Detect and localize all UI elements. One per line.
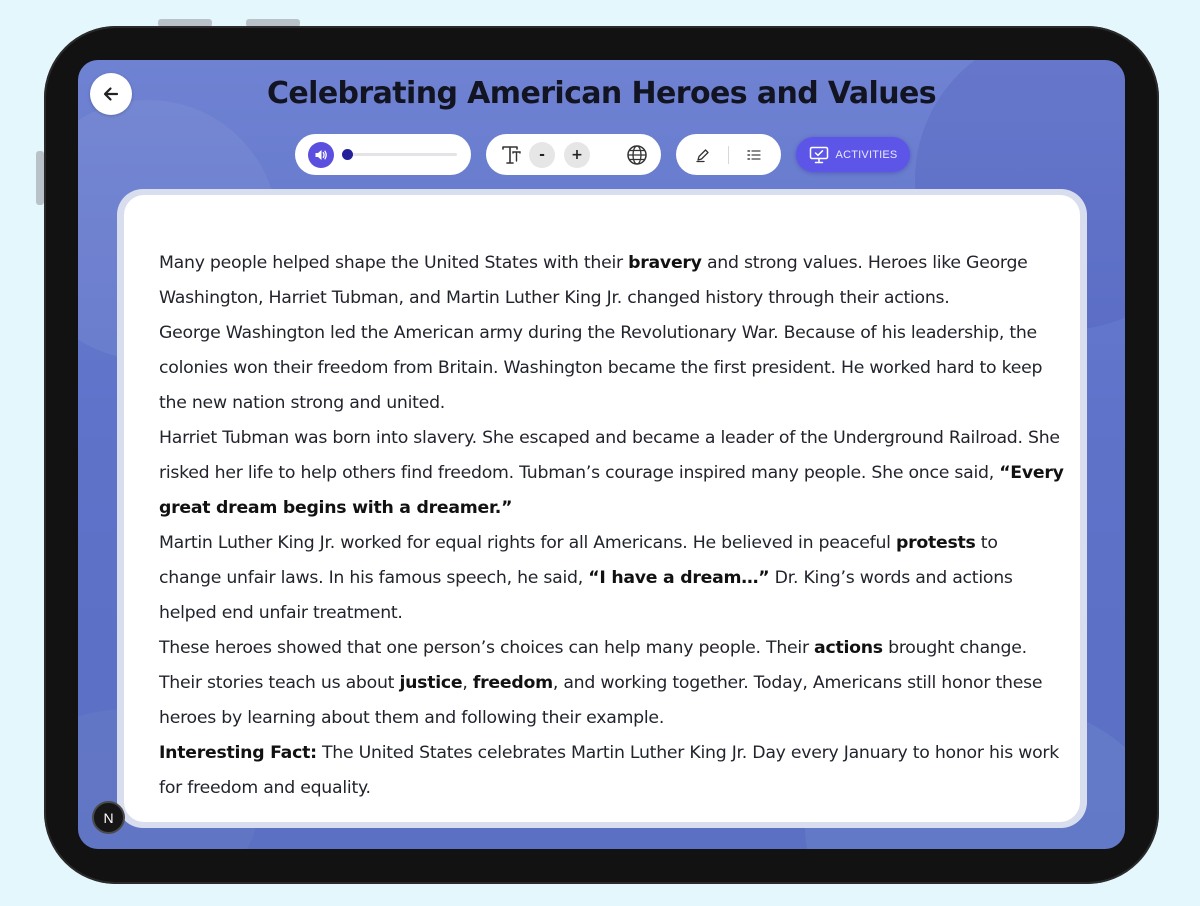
volume-icon bbox=[314, 148, 328, 162]
emphasized-text: bravery bbox=[628, 253, 702, 273]
emphasized-text: Interesting Fact: bbox=[159, 743, 317, 763]
paragraph: Many people helped shape the United States with their bravery and strong values. Heroes like George Washington, Harriet Tubman, and Martin Luther King Jr. changed history through their actions. bbox=[159, 253, 1028, 308]
activities-button[interactable] bbox=[796, 137, 910, 172]
app-screen bbox=[78, 60, 1125, 849]
emphasized-text: actions bbox=[814, 638, 883, 658]
text-controls bbox=[486, 134, 661, 175]
text-size-icon bbox=[500, 144, 522, 166]
emphasized-text: justice bbox=[399, 673, 463, 693]
play-audio-button[interactable] bbox=[308, 142, 334, 168]
paragraph: Martin Luther King Jr. worked for equal rights for all Americans. He believed in peaceful protests to change unfair laws. In his famous speech, he said, “I have a dream…” Dr. King’s words and actions helped end unfair treatment. bbox=[159, 533, 1013, 623]
paragraph: These heroes showed that one person’s choices can help many people. Their actions brought change. Their stories teach us about justice, freedom, and working together. Today, Americans still honor these heroes by learning about them and following their example. bbox=[159, 638, 1043, 728]
monitor-check-icon bbox=[809, 146, 829, 164]
increase-text-size-button[interactable]: + bbox=[564, 142, 590, 168]
page-title: Celebrating American Heroes and Values bbox=[266, 76, 937, 111]
audio-progress-handle[interactable] bbox=[342, 149, 353, 160]
toolbar-divider bbox=[728, 146, 729, 164]
emphasized-text: protests bbox=[895, 533, 976, 553]
reading-tools bbox=[676, 134, 781, 175]
reading-card-frame bbox=[117, 189, 1087, 828]
audio-player bbox=[295, 134, 471, 175]
pen-icon[interactable] bbox=[695, 147, 711, 163]
tablet-side-button bbox=[36, 151, 44, 205]
paragraph: Interesting Fact: The United States celebrates Martin Luther King Jr. Day every January to honor his work for freedom and equality. bbox=[159, 743, 1060, 798]
globe-icon[interactable] bbox=[626, 144, 648, 166]
audio-progress-track[interactable] bbox=[345, 153, 457, 156]
emphasized-text: freedom bbox=[472, 673, 553, 693]
app-badge[interactable]: N bbox=[92, 801, 125, 834]
reading-card bbox=[124, 195, 1080, 822]
decrease-text-size-button[interactable]: - bbox=[529, 142, 555, 168]
reading-passage bbox=[159, 246, 1064, 806]
emphasized-text: “Every great dream begins with a dreamer.” bbox=[159, 463, 1064, 518]
paragraph: George Washington led the American army during the Revolutionary War. Because of his leadership, the colonies won their freedom from Britain. Washington became the first president. He worked hard to keep the new nation strong and united. bbox=[159, 323, 1043, 413]
emphasized-text: “I have a dream…” bbox=[588, 568, 770, 588]
activities-label: ACTIVITIES bbox=[835, 148, 898, 161]
list-icon[interactable] bbox=[746, 147, 762, 163]
paragraph: Harriet Tubman was born into slavery. She escaped and became a leader of the Underground Railroad. She risked her life to help others find freedom. Tubman’s courage inspired many people. She once said, “Every great dream begins with a dreamer.” bbox=[159, 428, 1064, 518]
